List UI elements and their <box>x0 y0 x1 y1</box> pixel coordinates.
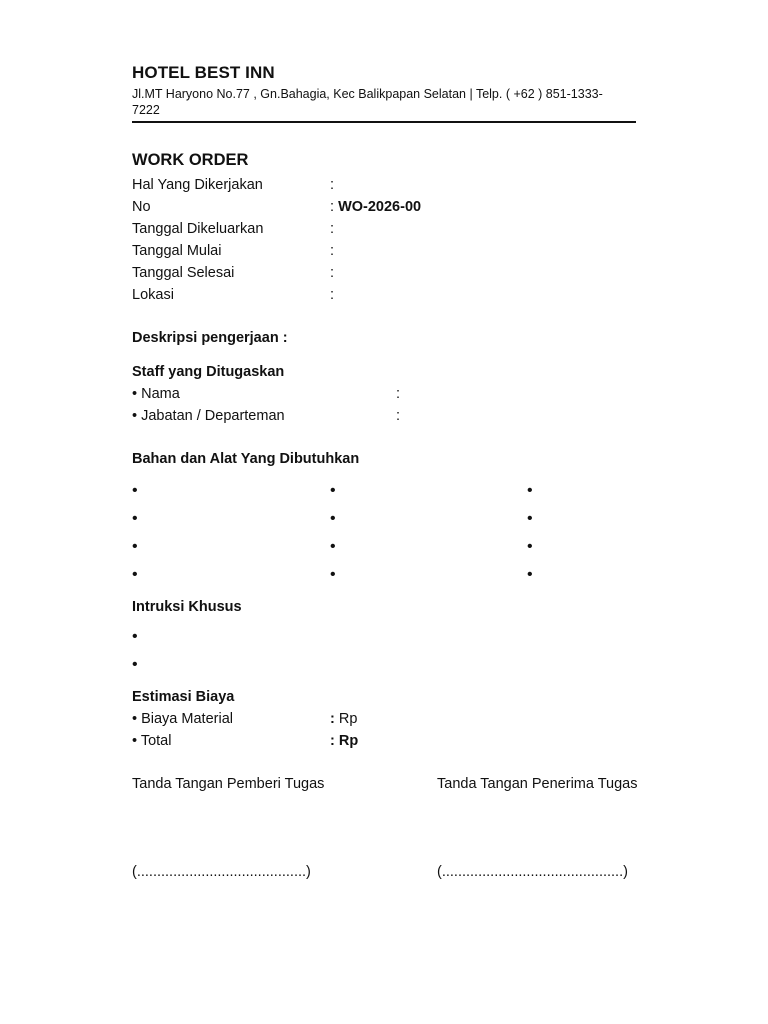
bullet: • <box>132 656 138 673</box>
bullet: • <box>132 510 138 527</box>
staff-field-nama <box>132 383 636 405</box>
field-label: • Jabatan / Departeman <box>132 408 285 424</box>
bullet: • <box>330 510 336 527</box>
address-line-1: Jl.MT Haryono No.77 , Gn.Bahagia, Kec Balikpapan Selatan | Telp. ( +62 ) 851-1333- <box>132 87 603 101</box>
address-line-2: 7222 <box>132 103 160 117</box>
bullet: • <box>132 538 138 555</box>
field-label: No <box>132 199 151 215</box>
cost-section-title: Estimasi Biaya <box>132 689 235 705</box>
field-label: Tanggal Mulai <box>132 243 222 259</box>
description-label: Deskripsi pengerjaan : <box>132 330 288 346</box>
field-value: : <box>330 265 335 281</box>
field-separator: : <box>396 386 401 402</box>
work-order-document <box>132 62 636 883</box>
hotel-address <box>132 86 636 118</box>
bullet: • <box>527 482 533 499</box>
field-label: Tanggal Dikeluarkan <box>132 221 264 237</box>
bullet: • <box>132 566 138 583</box>
bullet: • <box>527 566 533 583</box>
giver-signature-label: Tanda Tangan Pemberi Tugas <box>132 776 325 792</box>
field-value: : Rp <box>330 733 359 749</box>
field-label: Tanggal Selesai <box>132 265 235 281</box>
signature-labels <box>132 773 636 795</box>
instructions-section-title: Intruksi Khusus <box>132 599 242 615</box>
field-value: : <box>330 243 335 259</box>
staff-section-title: Staff yang Ditugaskan <box>132 364 285 380</box>
giver-signature-line: (..........................................) <box>132 864 311 880</box>
field-value: : WO-2026-00 <box>330 199 422 215</box>
instructions-list <box>132 628 636 684</box>
work-order-number: WO-2026-00 <box>338 199 422 215</box>
bullet: • <box>330 566 336 583</box>
bullet: • <box>330 538 336 555</box>
staff-field-jabatan <box>132 405 636 427</box>
instruction-item <box>132 656 636 684</box>
receiver-signature-label: Tanda Tangan Penerima Tugas <box>437 776 638 792</box>
field-lokasi <box>132 284 636 306</box>
field-label: Lokasi <box>132 287 174 303</box>
header-divider <box>132 121 636 123</box>
field-hal-yang-dikerjakan <box>132 174 636 196</box>
hotel-name: HOTEL BEST INN <box>132 63 275 82</box>
materials-section-title: Bahan dan Alat Yang Dibutuhkan <box>132 451 360 467</box>
cost-field-material <box>132 708 636 730</box>
field-label: • Total <box>132 733 172 749</box>
field-value: : <box>330 287 335 303</box>
field-tanggal-dikeluarkan <box>132 218 636 240</box>
field-tanggal-mulai <box>132 240 636 262</box>
field-no <box>132 196 636 218</box>
work-order-fields <box>132 174 636 306</box>
signature-lines <box>132 861 636 883</box>
materials-row <box>132 510 636 538</box>
materials-row <box>132 482 636 510</box>
instruction-item <box>132 628 636 656</box>
field-tanggal-selesai <box>132 262 636 284</box>
field-value: : Rp <box>330 711 358 727</box>
materials-row <box>132 566 636 594</box>
bullet: • <box>330 482 336 499</box>
bullet: • <box>527 510 533 527</box>
materials-bullet-grid <box>132 482 636 594</box>
field-value: : <box>330 177 335 193</box>
field-separator: : <box>396 408 401 424</box>
materials-row <box>132 538 636 566</box>
work-order-title: WORK ORDER <box>132 151 249 169</box>
field-label: Hal Yang Dikerjakan <box>132 177 263 193</box>
field-value: : <box>330 221 335 237</box>
bullet: • <box>132 628 138 645</box>
cost-field-total <box>132 730 636 752</box>
bullet: • <box>132 482 138 499</box>
receiver-signature-line: (.............................................) <box>437 864 628 880</box>
field-label: • Biaya Material <box>132 711 233 727</box>
bullet: • <box>527 538 533 555</box>
field-label: • Nama <box>132 386 180 402</box>
